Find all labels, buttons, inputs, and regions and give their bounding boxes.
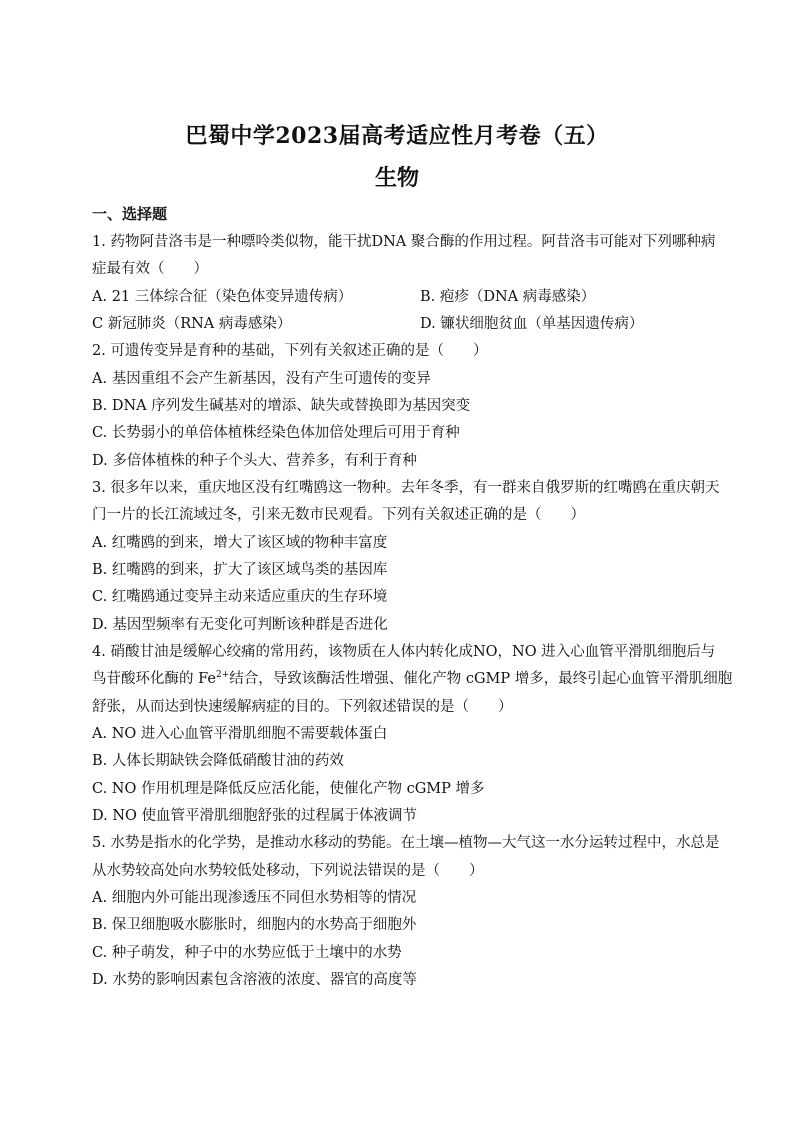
q4-option-a: A. NO 进入心血管平滑肌细胞不需要载体蛋白	[92, 726, 388, 742]
q4-option-b: B. 人体长期缺铁会降低硝酸甘油的药效	[92, 753, 344, 769]
q5-stem-line2: 从水势较高处向水势较低处移动，下列说法错误的是（ ）	[92, 863, 484, 879]
q2-stem: 2. 可遗传变异是育种的基础，下列有关叙述正确的是（ ）	[92, 343, 488, 359]
q3-stem-line2: 门一片的长江流域过冬，引来无数市民观看。下列有关叙述正确的是（ ）	[92, 507, 585, 523]
subject-title: 生物	[374, 165, 419, 191]
q4-iron-superscript: 2+	[215, 670, 230, 681]
q5-option-b: B. 保卫细胞吸水膨胀时，细胞内的水势高于细胞外	[92, 917, 417, 933]
q1-stem-line1: 1. 药物阿昔洛韦是一种嘌呤类似物，能干扰DNA 聚合酶的作用过程。阿昔洛韦可能对下列哪种病	[92, 234, 716, 250]
q3-option-d: D. 基因型频率有无变化可判断该种群是否进化	[92, 617, 388, 633]
q4-stem-line2	[92, 669, 732, 689]
q5-option-c: C. 种子萌发，种子中的水势应低于土壤中的水势	[92, 945, 402, 961]
q1-option-d: D. 镰状细胞贫血（单基因遗传病）	[420, 316, 644, 332]
q3-stem-line1: 3. 很多年以来，重庆地区没有红嘴鸥这一物种。去年冬季，有一群来自俄罗斯的红嘴鸥在重庆朝天	[92, 480, 720, 496]
q5-option-d: D. 水势的影响因素包含溶液的浓度、器官的高度等	[92, 972, 417, 988]
q5-option-a: A. 细胞内外可能出现渗透压不同但水势相等的情况	[92, 890, 417, 906]
q1-stem-line2: 症最有效（ ）	[92, 261, 208, 277]
q2-option-a: A. 基因重组不会产生新基因，没有产生可遗传的变异	[92, 371, 431, 387]
section-heading: 一、选择题	[92, 205, 168, 223]
q4-option-c: C. NO 作用机理是降低反应活化能，使催化产物 cGMP 增多	[92, 781, 485, 797]
q5-stem-line1: 5. 水势是指水的化学势，是推动水移动的势能。在土壤—植物—大气这一水分运转过程中，水总是	[92, 835, 720, 851]
q4-stem-line1: 4. 硝酸甘油是缓解心绞痛的常用药，该物质在人体内转化成NO，NO 进入心血管平滑肌细胞后与	[92, 644, 716, 660]
q1-option-b: B. 疱疹（DNA 病毒感染）	[420, 289, 596, 305]
q1-option-a: A. 21 三体综合征（染色体变异遗传病）	[92, 289, 353, 305]
q4-option-d: D. NO 使血管平滑肌细胞舒张的过程属于体液调节	[92, 808, 418, 824]
q1-option-c: C 新冠肺炎（RNA 病毒感染）	[92, 316, 292, 332]
q4-stem-line2-pre: 鸟苷酸环化酶的 Fe	[92, 671, 216, 687]
q2-option-b: B. DNA 序列发生碱基对的增添、缺失或替换即为基因突变	[92, 398, 471, 414]
q4-stem-line2-post: 结合，导致该酶活性增强、催化产物 cGMP 增多，最终引起心血管平滑肌细胞	[229, 671, 733, 687]
q3-option-c: C. 红嘴鸥通过变异主动来适应重庆的生存环境	[92, 589, 388, 605]
exam-title: 巴蜀中学2023届高考适应性月考卷（五）	[185, 123, 609, 149]
q2-option-c: C. 长势弱小的单倍体植株经染色体加倍处理后可用于育种	[92, 425, 460, 441]
q3-option-a: A. 红嘴鸥的到来，增大了该区域的物种丰富度	[92, 535, 388, 551]
q3-option-b: B. 红嘴鸥的到来，扩大了该区域鸟类的基因库	[92, 562, 388, 578]
q4-stem-line3: 舒张，从而达到快速缓解病症的目的。下列叙述错误的是（ ）	[92, 699, 513, 715]
q2-option-d: D. 多倍体植株的种子个头大、营养多，有利于育种	[92, 453, 417, 469]
